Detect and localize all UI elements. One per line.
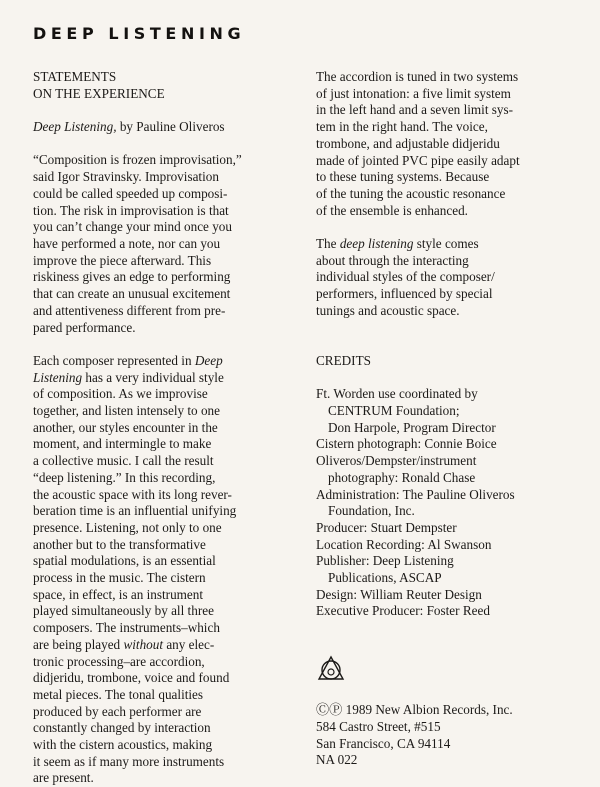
text-line: performers, influenced by special — [316, 286, 493, 302]
text-line: composers. The instruments–which — [33, 620, 220, 636]
text-line: produced by each performer are — [33, 703, 202, 719]
credits-list — [316, 386, 586, 620]
text-line: could be called speeded up composi- — [33, 185, 228, 201]
statement-paragraph-1 — [33, 152, 303, 336]
tuning-paragraph — [316, 69, 586, 219]
text-line: moment, and intermingle to make — [33, 436, 212, 452]
left-column — [33, 69, 303, 787]
text-line: you can’t change your mind once you — [33, 219, 232, 235]
text-line: of the tuning the acoustic resonance — [316, 185, 506, 201]
text-line: have performed a note, nor can you — [33, 236, 221, 251]
text-line: space, in effect, is an instrument — [33, 586, 204, 602]
text-line: that can create an unusual excitement — [33, 286, 231, 302]
text-line: of composition. As we improvise — [33, 386, 208, 402]
byline — [33, 119, 303, 136]
heading-line: STATEMENTS — [33, 69, 117, 84]
text-run: without — [123, 636, 164, 652]
catalog-number: NA 022 — [316, 752, 358, 768]
credit-line: photography: Ronald Chase — [328, 469, 476, 485]
credit-line: Design: William Reuter Design — [316, 586, 482, 602]
credit-line: Ft. Worden use coordinated by — [316, 386, 478, 402]
credit-line: Don Harpole, Program Director — [328, 419, 496, 435]
byline-author: by Pauline Oliveros — [116, 119, 225, 135]
text-line: the acoustic space with its long rever- — [33, 486, 232, 502]
address-city: San Francisco, CA 94114 — [316, 735, 451, 751]
right-column — [316, 69, 586, 769]
publisher-footer — [316, 702, 586, 769]
text-line: The accordion is tuned in two systems — [316, 69, 519, 84]
text-line: metal pieces. The tonal qualities — [33, 686, 204, 702]
text-run: The — [316, 236, 340, 252]
text-line: beration time is an influential unifying — [33, 503, 237, 519]
text-line: pared performance. — [33, 319, 136, 335]
page-title: DEEP LISTENING — [33, 24, 246, 43]
text-line: played simultaneously by all three — [33, 603, 214, 619]
text-run: deep listening — [339, 236, 414, 252]
credit-line: Producer: Stuart Dempster — [316, 519, 457, 535]
text-line: tem in the right hand. The voice, — [316, 119, 488, 135]
text-line: riskiness gives an edge to performing — [33, 269, 231, 285]
text-run: any elec- — [163, 636, 215, 652]
byline-work: Deep Listening, — [33, 119, 117, 135]
text-line: “deep listening.” In this recording, — [33, 469, 216, 485]
text-line: tion. The risk in improvisation is that — [33, 202, 229, 218]
text-run: Listening — [33, 369, 83, 385]
credits-heading: CREDITS — [316, 352, 371, 368]
new-albion-logo-icon — [316, 654, 346, 684]
text-run: are being played — [33, 636, 124, 652]
text-line: tronic processing–are accordion, — [33, 653, 205, 669]
text-line: a collective music. I call the result — [33, 453, 214, 469]
text-run: style comes — [413, 236, 479, 252]
text-line: are present. — [33, 770, 94, 786]
text-line: “Composition is frozen improvisation,” — [33, 152, 242, 168]
text-run: has a very individual style — [82, 369, 224, 385]
credit-line: Cistern photograph: Connie Boice — [316, 436, 497, 452]
text-line: another, our styles encounter in the — [33, 419, 218, 435]
text-line: spatial modulations, is an essential — [33, 553, 216, 569]
text-line: process in the music. The cistern — [33, 570, 206, 586]
credit-line: Publisher: Deep Listening — [316, 553, 454, 569]
text-line: presence. Listening, not only to one — [33, 519, 222, 535]
text-line: together, and listen intensely to one — [33, 403, 220, 419]
style-paragraph — [316, 236, 586, 320]
statements-heading — [33, 69, 303, 102]
text-line: said Igor Stravinsky. Improvisation — [33, 169, 219, 185]
text-line: with the cistern acoustics, making — [33, 737, 213, 753]
address-street: 584 Castro Street, #515 — [316, 718, 441, 734]
credit-line: Foundation, Inc. — [328, 503, 415, 519]
credit-line: CENTRUM Foundation; — [328, 403, 460, 418]
credit-line: Location Recording: Al Swanson — [316, 536, 492, 552]
text-line: individual styles of the composer/ — [316, 269, 495, 285]
heading-line: ON THE EXPERIENCE — [33, 85, 165, 101]
text-line: it seem as if many more instruments — [33, 753, 225, 769]
text-line: another but to the transformative — [33, 536, 206, 552]
credit-line: Executive Producer: Foster Reed — [316, 603, 490, 619]
copyright: ⒸⓅ 1989 New Albion Records, Inc. — [316, 702, 513, 718]
text-run: Deep — [194, 352, 223, 368]
text-line: about through the interacting — [316, 252, 469, 268]
text-line: tunings and acoustic space. — [316, 302, 460, 318]
text-line: trombone, and adjustable didjeridu — [316, 135, 500, 151]
text-line: and attentiveness different from pre- — [33, 302, 226, 318]
text-line: didjeridu, trombone, voice and found — [33, 670, 230, 686]
text-line: constantly changed by interaction — [33, 720, 211, 736]
statement-paragraph-2 — [33, 353, 303, 787]
text-line: to these tuning systems. Because — [316, 169, 490, 185]
text-line: of the ensemble is enhanced. — [316, 202, 468, 218]
text-line: made of jointed PVC pipe easily adapt — [316, 152, 520, 168]
text-run: Each composer represented in — [33, 352, 195, 368]
text-line: in the left hand and a seven limit sys- — [316, 102, 514, 118]
credit-line: Publications, ASCAP — [328, 570, 442, 586]
credit-line: Oliveros/Dempster/instrument — [316, 453, 477, 469]
text-line: of just intonation: a five limit system — [316, 85, 511, 101]
credit-line: Administration: The Pauline Oliveros — [316, 486, 515, 502]
text-line: improve the piece afterward. This — [33, 252, 212, 268]
